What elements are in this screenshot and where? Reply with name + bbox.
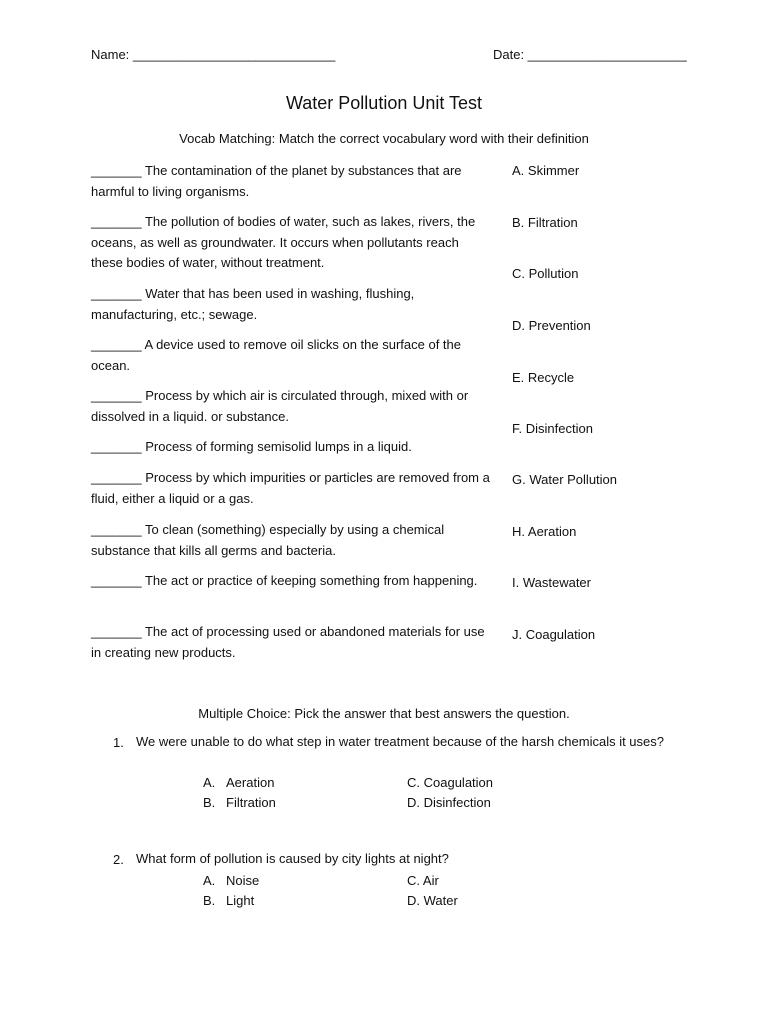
answer-choice xyxy=(407,893,458,908)
answer-text: Coagulation xyxy=(423,775,494,790)
answer-text: Light xyxy=(226,893,255,908)
answer-letter: B. xyxy=(203,795,216,810)
question-text: What form of pollution is caused by city lights at night? xyxy=(136,851,449,866)
date-field: Date: ______________________ xyxy=(493,47,687,62)
vocab-instructions: Vocab Matching: Match the correct vocabulary word with their definition xyxy=(179,131,589,146)
definition-5: _______ Process by which air is circulated through, mixed with or dissolved in a liquid. or substance. xyxy=(91,388,469,424)
question-number: 2. xyxy=(113,852,124,867)
answer-letter: D. xyxy=(407,795,420,810)
definition-8: _______ To clean (something) especially by using a chemical substance that kills all germs and bacteria. xyxy=(91,522,445,558)
option-d: D. Prevention xyxy=(512,318,591,333)
option-c: C. Pollution xyxy=(512,266,579,281)
answer-text: Aeration xyxy=(226,775,275,790)
option-h: H. Aeration xyxy=(512,524,577,539)
answer-letter: C. xyxy=(407,873,420,888)
answer-choice xyxy=(203,873,259,888)
option-i: I. Wastewater xyxy=(512,575,591,590)
question-number: 1. xyxy=(113,735,124,750)
option-f: F. Disinfection xyxy=(512,421,593,436)
answer-choice xyxy=(407,873,439,888)
definition-7: _______ Process by which impurities or particles are removed from a fluid, either a liquid or a gas. xyxy=(91,470,490,506)
option-e: E. Recycle xyxy=(512,370,575,385)
option-g: G. Water Pollution xyxy=(512,472,618,487)
answer-choice xyxy=(407,795,491,810)
answer-letter: A. xyxy=(203,873,216,888)
definition-4: _______ A device used to remove oil slicks on the surface of the ocean. xyxy=(91,337,462,373)
definition-3: _______ Water that has been used in washing, flushing, manufacturing, etc.; sewage. xyxy=(91,286,415,322)
answer-choice xyxy=(203,795,276,810)
definition-2: _______ The pollution of bodies of water, such as lakes, rivers, the oceans, as well as groundwater. It occurs when pollutants reach these bodies of water, without treatment. xyxy=(91,214,476,270)
answer-letter: B. xyxy=(203,893,216,908)
definition-10: _______ The act of processing used or abandoned materials for use in creating new products. xyxy=(91,624,485,660)
answer-letter: A. xyxy=(203,775,216,790)
option-b: B. Filtration xyxy=(512,215,578,230)
answer-choice xyxy=(203,893,254,908)
page-title: Water Pollution Unit Test xyxy=(285,93,483,113)
answer-text: Disinfection xyxy=(423,795,491,810)
name-field: Name: ____________________________ xyxy=(91,47,336,62)
answer-choice xyxy=(407,775,493,790)
answer-letter: C. xyxy=(407,775,420,790)
multiple-choice-instructions: Multiple Choice: Pick the answer that best answers the question. xyxy=(198,706,570,721)
answer-text: Filtration xyxy=(226,795,276,810)
answer-letter: D. xyxy=(407,893,420,908)
answer-text: Noise xyxy=(226,873,260,888)
question-text: We were unable to do what step in water treatment because of the harsh chemicals it uses? xyxy=(136,734,664,749)
answer-text: Air xyxy=(422,873,439,888)
definition-9: _______ The act or practice of keeping something from happening. xyxy=(91,573,478,588)
option-a: A. Skimmer xyxy=(512,163,580,178)
answer-text: Water xyxy=(423,893,458,908)
option-j: J. Coagulation xyxy=(512,627,596,642)
answer-choice xyxy=(203,775,274,790)
definition-1: _______ The contamination of the planet by substances that are harmful to living organisms. xyxy=(91,163,462,199)
definition-6: _______ Process of forming semisolid lumps in a liquid. xyxy=(91,439,412,454)
